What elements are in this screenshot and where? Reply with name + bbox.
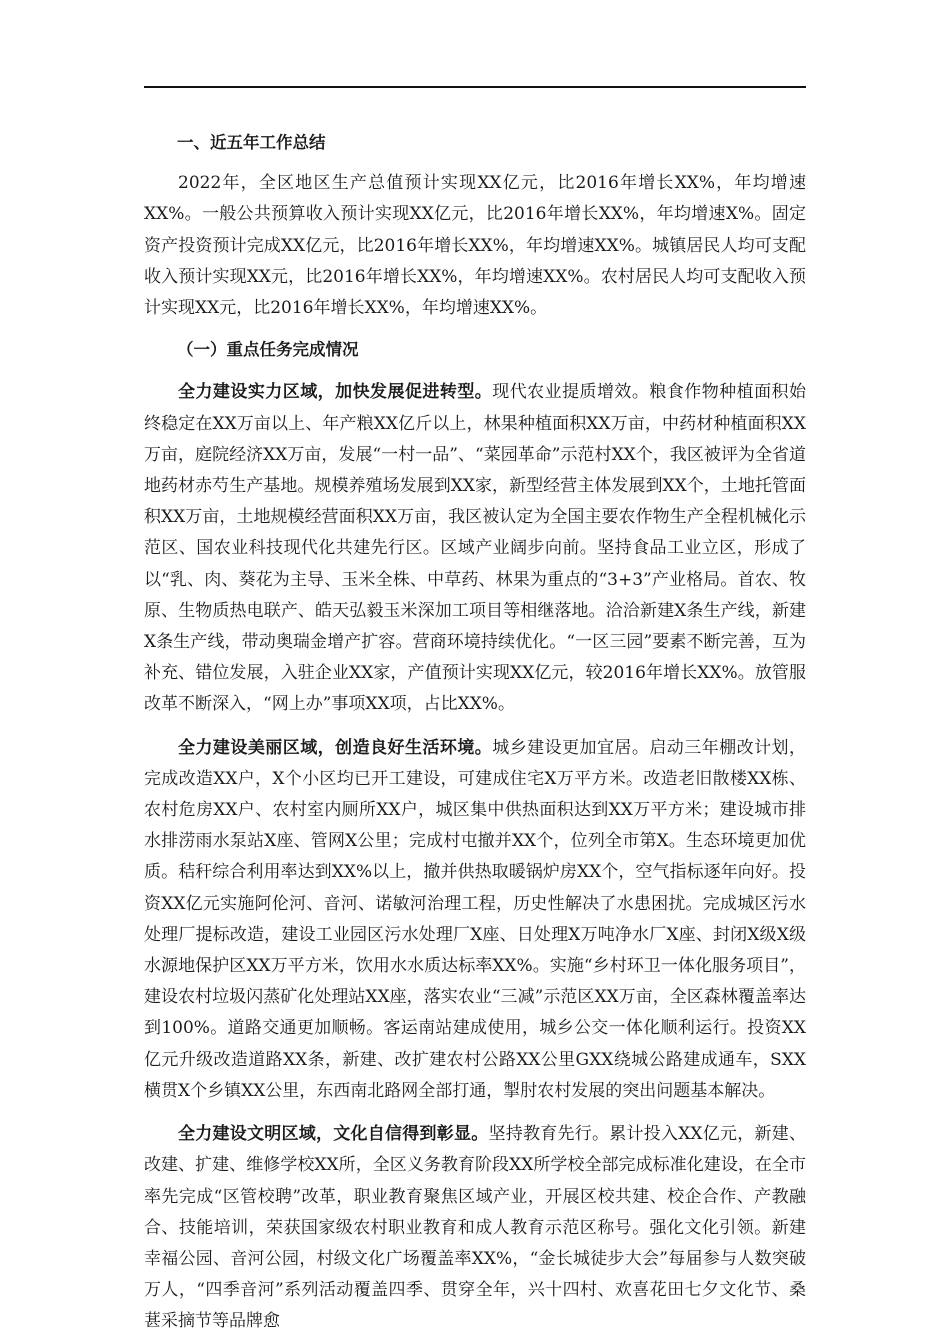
paragraph-lead: 全力建设文明区域，文化自信得到彰显。: [178, 1124, 489, 1145]
document-body: [144, 125, 806, 1338]
paragraph-strength: [144, 377, 806, 720]
paragraph-lead: 全力建设实力区域，加快发展促进转型。: [178, 382, 493, 403]
intro-paragraph: 2022年，全区地区生产总值预计实现XX亿元，比2016年增长XX%，年均增速XX%。一般公共预算收入预计实现XX亿元，比2016年增长XX%，年均增速X%。固定资产投资预计完成XX亿元，比2016年增长XX%，年均增速XX%。城镇居民人均可支配收入预计实现XX元，比2016年增长XX%，年均增速XX%。农村居民人均可支配收入预计实现XX元，比2016年增长XX%，年均增速XX%。: [144, 173, 806, 319]
paragraph-beauty: [144, 733, 806, 1107]
paragraph-lead: 全力建设美丽区域，创造良好生活环境。: [178, 737, 493, 758]
paragraph-body: 坚持教育先行。累计投入XX亿元，新建、改建、扩建、维修学校XX所，全区义务教育阶段XX所学校全部完成标准化建设，在全市率先完成“区管校聘”改革，职业教育聚焦区域产业，开展区校共建、校企合作、产教融合、技能培训，荣获国家级农村职业教育和成人教育示范区称号。强化文化引领。新建幸福公园、音河公园，村级文化广场覆盖率XX%，“金长城徒步大会”每届参与人数突破万人，“四季音河”系列活动覆盖四季、贯穿全年，兴十四村、欢喜花田七夕文化节、桑葚采摘节等品牌愈: [144, 1124, 806, 1332]
section-title: 一、近五年工作总结: [177, 133, 326, 152]
subsection-title: （一）重点任务完成情况: [177, 340, 359, 360]
header-rule: [144, 86, 806, 88]
paragraph-body: 现代农业提质增效。粮食作物种植面积始终稳定在XX万亩以上、年产粮XX亿斤以上，林果种植面积XX万亩，中药材种植面积XX万亩，庭院经济XX万亩，发展“一村一品”、“菜园革命”示范村XX个，我区被评为全省道地药材赤芍生产基地。规模养殖场发展到XX家，新型经营主体发展到XX个，土地托管面积XX万亩，土地规模经营面积XX万亩，我区被认定为全国主要农作物生产全程机械化示范区、国农业科技现代化共建先行区。区域产业阔步向前。坚持食品工业立区，形成了以“乳、肉、葵花为主导、玉米全株、中草药、林果为重点的“3+3”产业格局。首农、牧原、生物质热电联产、皓天弘毅玉米深加工项目等相继落地。洽洽新建X条生产线，新建X条生产线，带动奥瑞金增产扩容。营商环境持续优化。“一区三园”要素不断完善，互为补充、错位发展，入驻企业XX家，产值预计实现XX亿元，较2016年增长XX%。放管服改革不断深入，“网上办”事项XX项，占比XX%。: [144, 382, 807, 715]
paragraph-civilization: [144, 1119, 806, 1337]
paragraph-body: 城乡建设更加宜居。启动三年棚改计划，完成改造XX户，X个小区均已开工建设，可建成住宅X万平方米。改造老旧散楼XX栋、农村危房XX户、农村室内厕所XX户，城区集中供热面积达到XX万平方米；建设城市排水排涝雨水泵站X座、管网X公里；完成村屯撤并XX个，位列全市第X。生态环境更加优质。秸秆综合利用率达到XX%以上，撤并供热取暖锅炉房XX个，空气指标逐年向好。投资XX亿元实施阿伦河、音河、诺敏河治理工程，历史性解决了水患困扰。完成城区污水处理厂提标改造，建设工业园区污水处理厂X座、日处理X万吨净水厂X座、封闭X级X级水源地保护区XX万平方米，饮用水水质达标率XX%。实施“乡村环卫一体化服务项目”，建设农村垃圾闪蒸矿化处理站XX座，落实农业“三减”示范区XX万亩，全区森林覆盖率达到100%。道路交通更加顺畅。客运南站建成使用，城乡公交一体化顺利运行。投资XX亿元升级改造道路XX条，新建、改扩建农村公路XX公里GXX绕城公路建成通车，SXX横贯X个乡镇XX公里，东西南北路网全部打通，掣肘农村发展的突出问题基本解决。: [144, 737, 807, 1101]
